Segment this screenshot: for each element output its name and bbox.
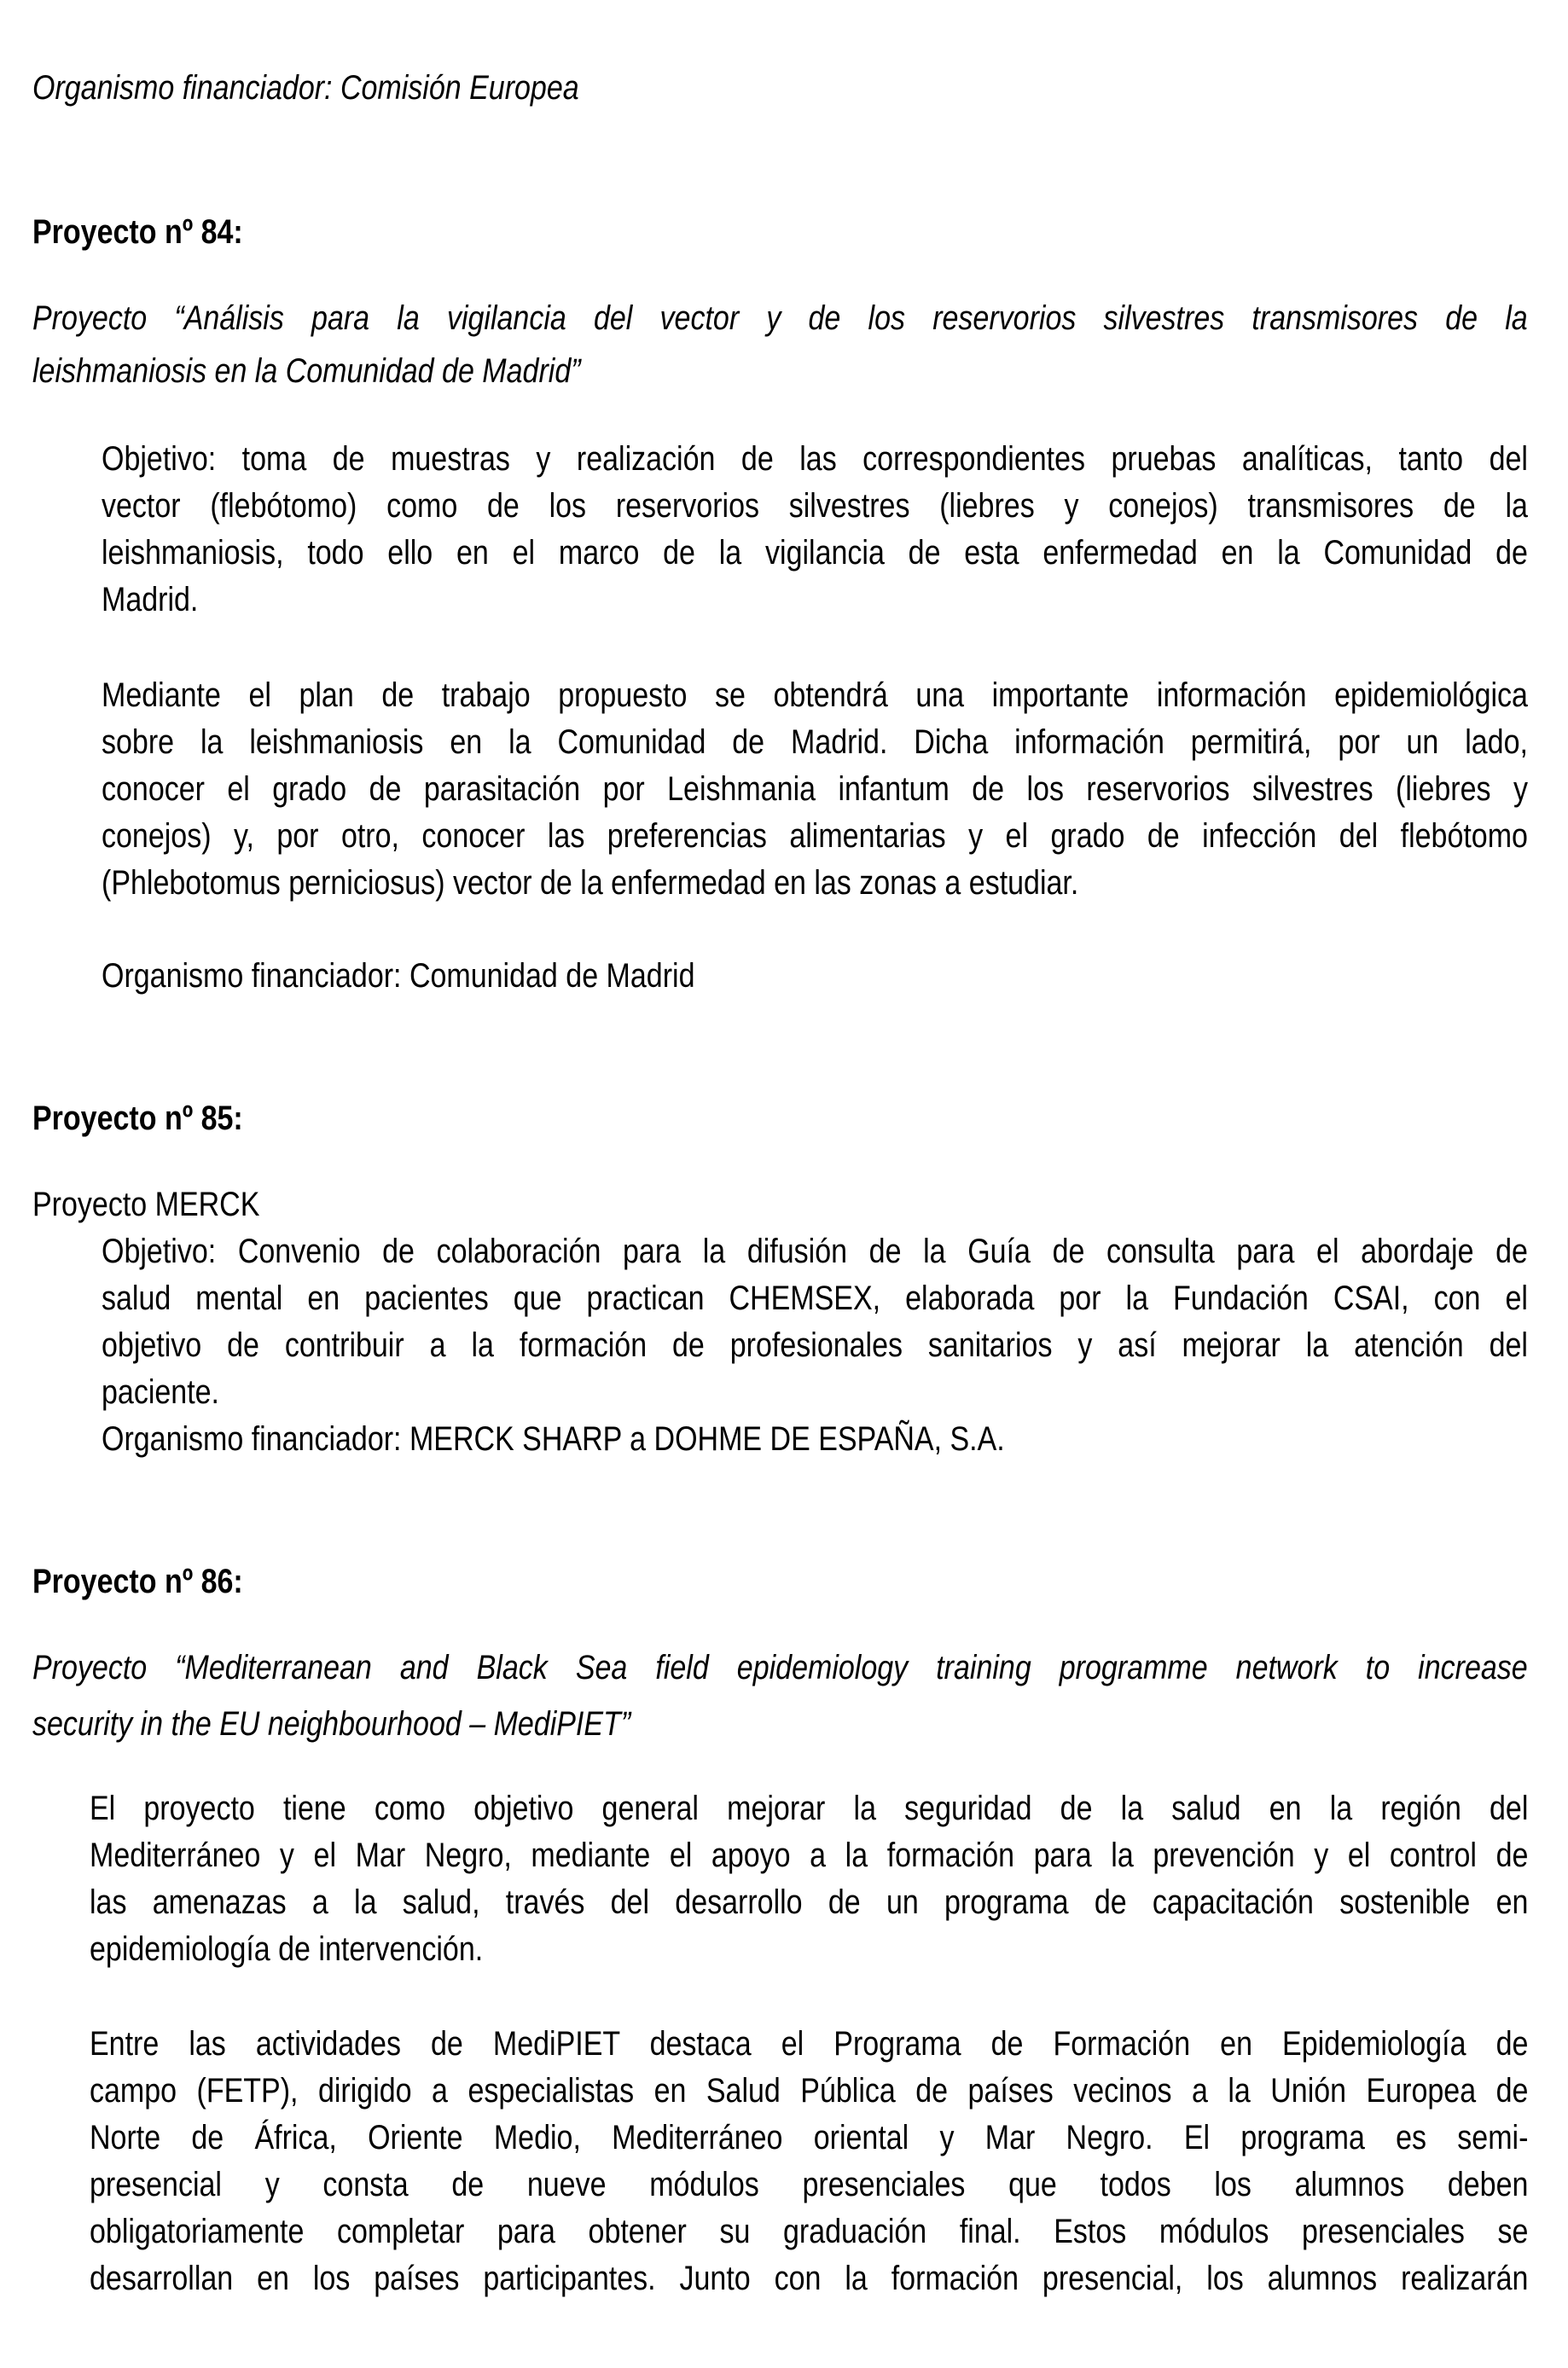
project-84-heading	[32, 209, 1568, 256]
funder-text: Organismo financiador: Comunidad de Madrid	[102, 957, 695, 995]
heading-text: Proyecto nº 86:	[32, 1563, 243, 1600]
title-line: leishmaniosis en la Comunidad de Madrid”	[32, 352, 581, 390]
project-86-heading	[32, 1558, 1568, 1605]
title-line: security in the EU neighbourhood – MediPIET”	[32, 1705, 631, 1743]
funder-text: Organismo financiador: MERCK SHARP a DOHME DE ESPAÑA, S.A.	[102, 1420, 1005, 1458]
heading-text: Proyecto nº 85:	[32, 1100, 243, 1137]
text-line: vector (flebótomo) como de los reservorios silvestres (liebres y conejos) transmisores de la	[102, 487, 1528, 525]
title-line: Proyecto “Análisis para la vigilancia del vector y de los reservorios silvestres transmisores de la	[32, 299, 1528, 337]
text-line: campo (FETP), dirigido a especialistas en Salud Pública de países vecinos a la Unión Europea de	[90, 2072, 1529, 2110]
text-line: conocer el grado de parasitación por Leishmania infantum de los reservorios silvestres (liebres y	[102, 770, 1528, 808]
project-84-title	[32, 295, 1568, 395]
funder-text: Organismo financiador: Comisión Europea	[32, 69, 579, 107]
project-86-activities	[90, 2021, 1568, 2302]
project-86-goal	[90, 1785, 1568, 1973]
text-line: obligatoriamente completar para obtener su graduación final. Estos módulos presenciales se	[90, 2213, 1529, 2250]
project-85-objective	[102, 1228, 1568, 1463]
title-line: Proyecto “Mediterranean and Black Sea field epidemiology training programme network to increase	[32, 1649, 1528, 1686]
project-84-plan	[102, 672, 1568, 907]
text-line: Objetivo: Convenio de colaboración para la difusión de la Guía de consulta para el abordaje de	[102, 1233, 1528, 1270]
text-line: Norte de África, Oriente Medio, Mediterráneo oriental y Mar Negro. El programa es semi-	[90, 2119, 1529, 2156]
title-line: Proyecto MERCK	[32, 1186, 260, 1223]
project-85-heading	[32, 1095, 1568, 1142]
project-84-funder	[102, 953, 1568, 1000]
heading-text: Proyecto nº 84:	[32, 213, 243, 251]
project-86-title	[32, 1645, 1568, 1748]
project-84-objective	[102, 436, 1568, 624]
top-funder	[32, 65, 1568, 112]
text-line: leishmaniosis, todo ello en el marco de la vigilancia de esta enfermedad en la Comunidad de	[102, 534, 1528, 572]
text-line: las amenazas a la salud, través del desarrollo de un programa de capacitación sostenible en	[90, 1883, 1529, 1921]
project-85-title	[32, 1181, 1568, 1228]
text-line: salud mental en pacientes que practican CHEMSEX, elaborada por la Fundación CSAI, con el	[102, 1280, 1528, 1317]
text-line: Mediante el plan de trabajo propuesto se obtendrá una importante información epidemiológica	[102, 676, 1528, 714]
text-line: paciente.	[102, 1373, 219, 1411]
text-line: Entre las actividades de MediPIET destaca el Programa de Formación en Epidemiología de	[90, 2025, 1529, 2063]
text-line: El proyecto tiene como objetivo general mejorar la seguridad de la salud en la región del	[90, 1790, 1529, 1827]
text-line: Madrid.	[102, 581, 199, 618]
text-line: conejos) y, por otro, conocer las preferencias alimentarias y el grado de infección del flebótomo	[102, 817, 1528, 855]
text-line: Objetivo: toma de muestras y realización de las correspondientes pruebas analíticas, tanto del	[102, 440, 1528, 478]
text-line: epidemiología de intervención.	[90, 1930, 484, 1968]
text-line: (Phlebotomus perniciosus) vector de la enfermedad en las zonas a estudiar.	[102, 864, 1079, 902]
text-line: sobre la leishmaniosis en la Comunidad de Madrid. Dicha información permitirá, por un lado,	[102, 723, 1528, 761]
text-line: presencial y consta de nueve módulos presenciales que todos los alumnos deben	[90, 2166, 1529, 2203]
text-line: desarrollan en los países participantes. Junto con la formación presencial, los alumnos realizarán	[90, 2260, 1529, 2297]
text-line: objetivo de contribuir a la formación de profesionales sanitarios y así mejorar la atención del	[102, 1326, 1528, 1364]
text-line: Mediterráneo y el Mar Negro, mediante el apoyo a la formación para la prevención y el control de	[90, 1837, 1529, 1874]
